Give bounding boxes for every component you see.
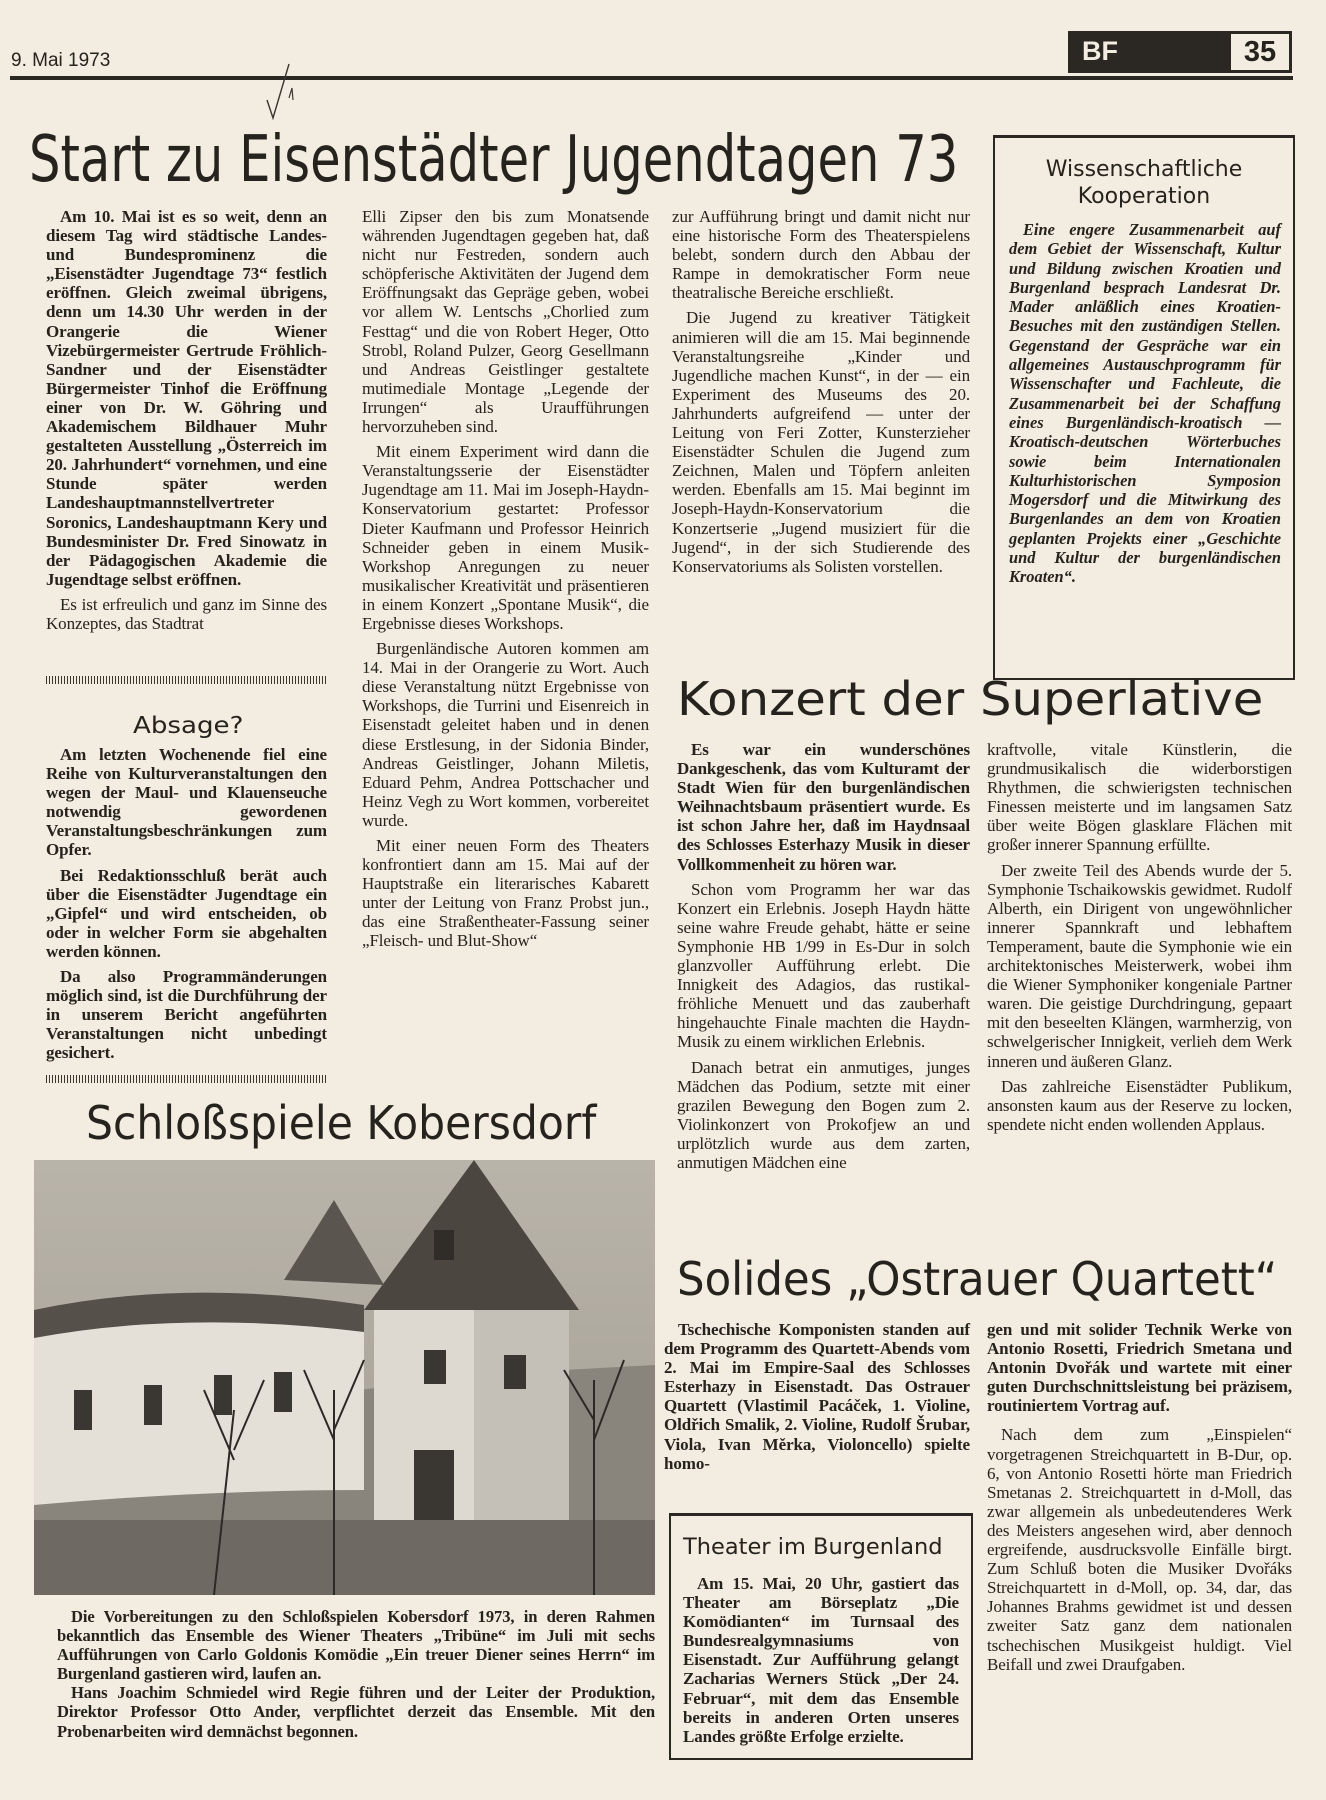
paragraph: Der zweite Teil des Abends wurde der 5. Symphonie Tschaikowskis gewidmet. Rudolf Alberth, ein Dirigent von ungewöhnlicher innerer Spannkraft und lebhaftem Temperament, baute die Symphonie wie ein architektonisches Meisterwerk, wobei ihm die Wiener Symphoniker kongeniale Partner waren. Die geistige Durchdringung, gepaart mit den beseelten Klängen, warmherzig, von schwelgerischer Innigkeit, verlieh dem Werk inneren und äußeren Glanz.	[987, 860, 1292, 1071]
header-rule	[10, 76, 1293, 80]
paragraph: Burgenländische Autoren kommen am 14. Mai in der Orangerie zu Wort. Auch diese Veranstaltung nützt Ergebnisse von Workshops, die Turrini und Eisenreich in Eisenstadt geleitet haben und in denen diese Erstlesung, in der Sidonia Binder, Andreas Geistlinger, Johann Miletis, Eduard Pehm, Andrea Pottschacher und Heinz Vegh zu Wort kommen, vorbereitet wurde.	[362, 639, 649, 830]
lead-paragraph: Tschechische Komponisten standen auf dem Programm des Quartett-Abends vom 2. Mai im Empire-Saal des Schlosses Esterhazy in Eisenstadt. Das Ostrauer Quartett (Vlastimil Pacáček, 1. Violine, Oldřich Smalik, 2. Violine, Rudolf Šrubar, Viola, Ivan Měrka, Violoncello) spielte homo-	[664, 1320, 970, 1473]
paragraph: Nach dem zum „Einspielen“ vorgetragenen Streichquartett in B-Dur, op. 6, von Antonio Rosetti hörte man Friedrich Smetanas 2. Streichquartett in d-Moll, das zwar allgemein als unbedeutenderes Werk des Meisters angesehen wird, aber dennoch ergreifende, ausdrucksvolle Einfälle birgt. Zum Schluß boten die Musiker Dvořáks Streichquartett in d-Moll, op. 34, dar, das Johannes Brahms gewidmet ist und dessen zweiter Satz ganz dem nationalen tschechischen Musikgeist huldigt. Viel Beifall und zwei Draufgaben.	[987, 1425, 1292, 1674]
konzert-headline: Konzert der Superlative	[677, 672, 1264, 726]
paragraph: gen und mit solider Technik Werke von Antonio Rosetti, Friedrich Smetana und Antonin Dvořák und wartete mit einer guten Durchschnittsleistung bei präzisem, routiniertem Vortrag auf.	[987, 1320, 1292, 1416]
paragraph: Schon vom Programm her war das Konzert ein Erlebnis. Joseph Haydn hätte seine wahre Freude gehabt, hätte er seine Symphonie HB 1/99 in Es-Dur in solch glanzvoller Aufführung erlebt. Die Innigkeit des Adagios, das rustikal-fröhliche Menuett und das zauberhaft hingehauchte Finale machten die Haydn-Musik zu einem wirklichen Erlebnis.	[677, 879, 970, 1052]
konzert-column-2	[987, 740, 1292, 1134]
section-badge	[1068, 31, 1292, 73]
article-column-1	[46, 207, 327, 633]
separator	[46, 1075, 327, 1083]
caption-paragraph: Die Vorbereitungen zu den Schloßspielen Kobersdorf 1973, in deren Rahmen bekanntlich das Ensemble des Wiener Theaters „Tribüne“ im Juli mit sechs Aufführungen von Carlo Goldonis Komödie „Ein treuer Diener seines Herrn“ im Burgenland gastieren wird, laufen an.	[57, 1607, 655, 1684]
paragraph: Mit einem Experiment wird dann die Veranstaltungsserie der Eisenstädter Jugendtage am 11. Mai im Joseph-Haydn-Konservatorium gestartet: Professor Dieter Kaufmann und Professor Heinrich Schneider geben in einem Musik-Workshop Anregungen zu neuer musikalischer Kreativität und präsentieren in einem Konzert „Spontane Musik“, die Ergebnisse dieses Workshops.	[362, 442, 649, 633]
paragraph: Die Jugend zu kreativer Tätigkeit animieren will die am 15. Mai beginnende Veranstaltungsreihe „Kinder und Jugendliche machen Kunst“, in der — ein Experiment des Museums des 20. Jahrhunderts aufgreifend — unter der Leitung von Feri Zotter, Kunsterzieher Eisenstädter Schulen die Jugend zum Zeichnen, Malen und Töpfern anleiten werden. Ebenfalls am 15. Mai beginnt im Joseph-Haydn-Konservatorium die Konzertserie „Jugend musiziert für die Jugend“, in der sich Studierende des Konservatoriums als Solisten vorstellen.	[672, 308, 970, 576]
paragraph: Elli Zipser den bis zum Monatsende währenden Jugendtagen gegeben hat, daß nicht nur Festreden, sondern auch schöpferische Aktivitäten der Jugend dem Eröffnungsakt das Gepräge geben, wobei vor allem W. Lentschs „Chorlied zum Festtag“ und die von Robert Heger, Otto Strobl, Roland Pulzer, Georg Gesellmann und Andreas Geistlinger gestaltete mutimediale Montage „Legende der Irrungen“ als Uraufführungen hervorzuheben sind.	[362, 207, 649, 437]
article-column-3	[672, 207, 970, 576]
separator	[46, 676, 327, 684]
paragraph: kraftvolle, vitale Künstlerin, die grundmusikalisch die widerborstigen Rhythmen, die schwierigsten technischen Finessen meisterte und im langsamen Satz über weite Bögen glasklare Flächen mit großer innerer Spannung erfüllte.	[987, 740, 1292, 855]
quartett-column-2	[987, 1320, 1292, 1674]
absage-text	[46, 745, 327, 1063]
kooperation-box	[993, 135, 1295, 680]
section-label: BF	[1082, 36, 1118, 66]
paragraph: Da also Programmänderungen möglich sind, ist die Durchführung der in unserem Bericht angeführten Veranstaltungen nicht unbedingt gesichert.	[46, 967, 327, 1063]
absage-headline: Absage?	[133, 713, 244, 739]
theater-headline: Theater im Burgenland	[683, 1534, 943, 1560]
theater-text: Am 15. Mai, 20 Uhr, gastiert das Theater am Börseplatz „Die Komödianten“ im Turnsaal des Bundesrealgymnasiums von Eisenstadt. Zur Aufführung gelangt Zacharias Werners Stück „Der 24. Februar“, mit dem das Ensemble bereits in anderen Orten unseres Landes größte Erfolge erzielte.	[683, 1574, 959, 1746]
main-headline: Start zu Eisenstädter Jugendtagen 73	[29, 123, 959, 197]
caption-paragraph: Hans Joachim Schmiedel wird Regie führen und der Leiter der Produktion, Direktor Professor Otto Ander, verpflichtet derzeit das Ensemble. Mit den Probenarbeiten wird demnächst begonnen.	[57, 1683, 655, 1741]
kobersdorf-castle-image	[34, 1160, 655, 1595]
lead-paragraph: Am 10. Mai ist es so weit, denn an diesem Tag wird städtische Landes- und Bundesprominenz die „Eisenstädter Jugendtage 73“ festlich eröffnen. Gleich zweimal übrigens, denn um 14.30 Uhr werden in der Orangerie die Wiener Vizebürgermeister Gertrude Fröhlich-Sandner und der Eisenstädter Bürgermeister Tinhof die Eröffnung einer von Dr. W. Göhring und Akademischem Bildhauer Muhr gestalteten Ausstellung „Österreich im 20. Jahrhundert“ vornehmen, und eine Stunde später werden Landeshauptmannstellvertreter Soronics, Landeshauptmann Kery und Bundesminister Dr. Fred Sinowatz in der Pädagogischen Akademie die Jugendtage selbst eröffnen.	[46, 207, 327, 589]
paragraph: Das zahlreiche Eisenstädter Publikum, ansonsten kaum aus der Reserve zu locken, spendete nicht enden wollenden Applaus.	[987, 1076, 1292, 1134]
paragraph: Danach betrat ein anmutiges, junges Mädchen das Podium, setzte mit einer grazilen Bewegung den Bogen zum 2. Violinkonzert von Prokofjew an und urplötzlich wurde aus dem zarten, anmutigen Mädchen eine	[677, 1057, 970, 1172]
handwritten-check-mark-icon	[265, 62, 295, 122]
kooperation-headline: Wissenschaftliche Kooperation	[1045, 157, 1243, 209]
paragraph: Mit einer neuen Form des Theaters konfrontiert dann am 15. Mai auf der Hauptstraße ein literarisches Kabarett unter der Leitung von Franz Probst jun., das eine Straßentheater-Fassung seiner „Fleisch- und Blut-Show“	[362, 836, 649, 951]
paragraph: Bei Redaktionsschluß berät auch über die Eisenstädter Jugendtage ein „Gipfel“ und wird entscheiden, ob oder in welcher Form sie abgehalten werden können.	[46, 865, 327, 961]
issue-date: 9. Mai 1973	[11, 50, 111, 71]
schlossspiele-headline: Schloßspiele Kobersdorf	[86, 1096, 597, 1150]
article-column-2	[362, 207, 649, 951]
paragraph: zur Aufführung bringt und damit nicht nur eine historische Form des Theaterspielens belebt, sondern durch den Abbau der Rampe in demokratischer Form neue theatralische Bereiche erschließt.	[672, 207, 970, 303]
kooperation-text: Eine engere Zusammenarbeit auf dem Gebiet der Wissenschaft, Kultur und Bildung zwischen Kroatien und Burgenland besprach Landesrat Dr. Mader anläßlich eines Kroatien-Besuches mit den zuständigen Stellen. Gegenstand der Gespräche war ein allgemeines Austauschprogramm für Wissenschafter und Fachleute, die Zusammenarbeit bei der Schaffung eines Burgenländisch-kroatisch — Kroatisch-deutschen Wörterbuches sowie beim Internationalen Kulturhistorischen Symposion Mogersdorf und die Mitwirkung des Burgenlandes an dem von Kroatien geplanten Projekts einer „Geschichte und Kultur der burgenländischen Kroaten“.	[1009, 220, 1281, 587]
quartett-column-1	[664, 1320, 970, 1473]
paragraph: Am letzten Wochenende fiel eine Reihe von Kulturveranstaltungen den wegen der Maul- und Klauenseuche notwendig gewordenen Veranstaltungsbeschränkungen zum Opfer.	[46, 745, 327, 860]
konzert-column-1	[677, 740, 970, 1172]
castle-photo	[34, 1160, 655, 1595]
photo-caption	[57, 1607, 655, 1741]
lead-paragraph: Es war ein wunderschönes Dankgeschenk, das vom Kulturamt der Stadt Wien für den burgenländischen Weihnachtsbaum präsentiert wurde. Es ist schon Jahre her, daß im Haydnsaal des Schlosses Esterhazy Musik in dieser Vollkommenheit zu hören war.	[677, 740, 970, 874]
theater-box	[669, 1513, 973, 1760]
quartett-headline: Solides „Ostrauer Quartett“	[677, 1252, 1278, 1306]
paragraph: Es ist erfreulich und ganz im Sinne des Konzeptes, das Stadtrat	[46, 594, 327, 633]
page-number: 35	[1231, 34, 1289, 70]
